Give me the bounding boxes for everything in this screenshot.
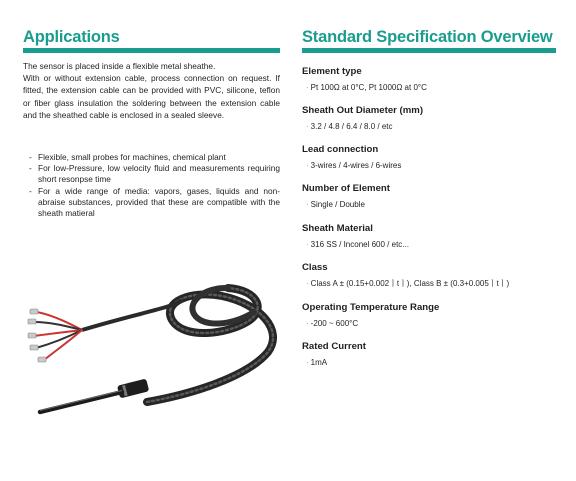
spec-value: -200 ~ 600°C bbox=[310, 319, 359, 328]
spec-value-row bbox=[302, 278, 562, 289]
spec-title: Element type bbox=[302, 66, 362, 77]
spec-value-row bbox=[302, 121, 562, 132]
bullet-text: For low-Pressure, low velocity fluid and measurements requiring short resonpse time bbox=[38, 163, 280, 185]
spec-title: Lead connection bbox=[302, 144, 379, 155]
applications-bullet-list bbox=[29, 152, 280, 219]
spec-sheath-diameter bbox=[302, 105, 562, 132]
spec-number-of-element bbox=[302, 183, 562, 210]
bullet-item bbox=[29, 186, 280, 220]
bullet-dot-icon: · bbox=[306, 200, 309, 209]
spec-value-row bbox=[302, 318, 562, 329]
spec-title: Operating Temperature Range bbox=[302, 302, 440, 313]
dash-icon: - bbox=[29, 185, 32, 196]
spec-rated-current bbox=[302, 341, 562, 368]
spec-value-row bbox=[302, 82, 562, 93]
bullet-dot-icon: · bbox=[306, 279, 309, 288]
spec-value: 316 SS / Inconel 600 / etc... bbox=[310, 240, 409, 249]
bullet-text: Flexible, small probes for machines, chemical plant bbox=[38, 152, 226, 162]
spec-title: Number of Element bbox=[302, 183, 390, 194]
intro-paragraph-1: The sensor is placed inside a flexible metal sheathe. bbox=[23, 61, 216, 71]
spec-title: Sheath Material bbox=[302, 223, 373, 234]
sensor-product-image bbox=[22, 282, 284, 422]
spec-value: 3-wires / 4-wires / 6-wires bbox=[310, 161, 402, 170]
spec-value: 1mA bbox=[310, 358, 328, 367]
bullet-dot-icon: · bbox=[306, 240, 309, 249]
spec-element-type bbox=[302, 66, 562, 93]
bullet-dot-icon: · bbox=[306, 161, 309, 170]
dash-icon: - bbox=[29, 152, 32, 162]
spec-value: 3.2 / 4.8 / 6.4 / 8.0 / etc bbox=[310, 122, 393, 131]
bullet-item bbox=[29, 152, 280, 163]
spec-title: Sheath Out Diameter (mm) bbox=[302, 105, 424, 116]
applications-heading-rule bbox=[23, 48, 280, 53]
spec-value-row bbox=[302, 160, 562, 171]
applications-intro bbox=[23, 60, 280, 121]
bullet-dot-icon: · bbox=[306, 122, 309, 131]
spec-lead-connection bbox=[302, 144, 562, 171]
spec-value: Pt 100Ω at 0°C, Pt 1000Ω at 0°C bbox=[310, 83, 427, 92]
spec-title: Rated Current bbox=[302, 341, 366, 352]
spec-value-row bbox=[302, 239, 562, 250]
bullet-dot-icon: · bbox=[306, 83, 309, 92]
bullet-dot-icon: · bbox=[306, 358, 309, 367]
specification-heading-rule bbox=[302, 48, 556, 53]
dash-icon: - bbox=[29, 163, 32, 174]
bullet-text: For a wide range of media: vapors, gases, liquids and non-abraise substances, provided that these are compatible with the sheath matieral bbox=[38, 185, 280, 219]
spec-value-row bbox=[302, 357, 562, 368]
bullet-item bbox=[29, 163, 280, 185]
spec-operating-temperature bbox=[302, 302, 562, 329]
spec-value: Single / Double bbox=[310, 200, 365, 209]
applications-heading: Applications bbox=[23, 28, 120, 46]
spec-title: Class bbox=[302, 262, 328, 273]
specification-heading: Standard Specification Overview bbox=[302, 28, 553, 46]
bullet-dot-icon: · bbox=[306, 319, 309, 328]
spec-value-row bbox=[302, 199, 562, 210]
spec-class bbox=[302, 262, 562, 289]
spec-value: Class A ± (0.15+0.002ㅣtㅣ), Class B ± (0.3+0.005ㅣtㅣ) bbox=[310, 279, 510, 288]
intro-paragraph-2: With or without extension cable, process connection on request. If fitted, the extension cable can be provided with PVC, silicone, teflon or fiber glass insulation the soldering between the extension cable and the sheathed cable is enclosed in a sealed sleeve. bbox=[23, 73, 280, 120]
spec-sheath-material bbox=[302, 223, 562, 250]
